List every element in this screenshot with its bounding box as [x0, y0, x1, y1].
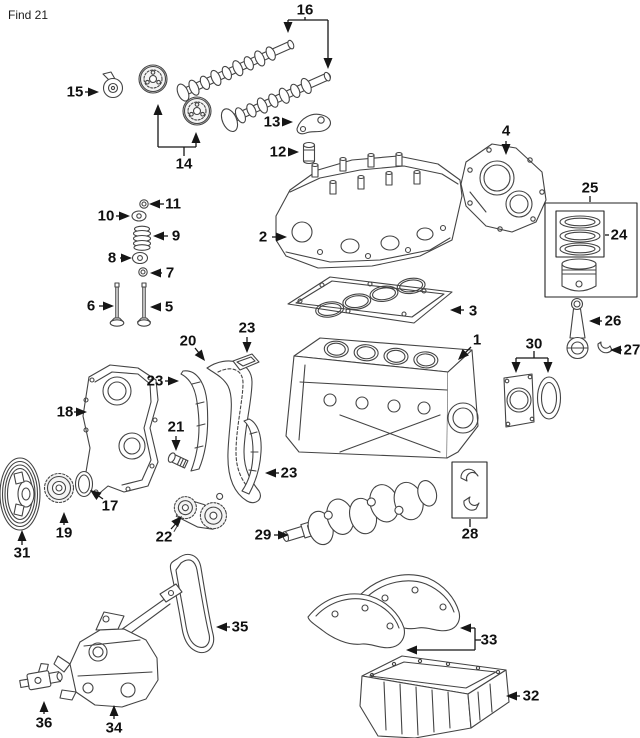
callout-rod-bearing[interactable]	[610, 342, 640, 359]
callout-drive-belt[interactable]	[216, 619, 248, 636]
leader-arrowhead	[589, 317, 600, 326]
callout-camshaft-gears[interactable]	[154, 104, 201, 173]
leader-arrowhead	[150, 269, 161, 278]
part-number-label[interactable]: 10	[97, 207, 115, 225]
part-number-label[interactable]: 12	[269, 143, 287, 161]
leader-arrowhead	[324, 58, 333, 69]
callout-crankshaft-pulley[interactable]	[14, 530, 31, 562]
leader-arrowhead	[121, 254, 132, 263]
callout-head-gasket[interactable]	[450, 303, 477, 320]
leader-arrowhead	[195, 350, 209, 364]
leader-arrowhead	[282, 118, 293, 127]
leader-arrowhead	[284, 22, 293, 33]
part-number-label[interactable]: 1	[472, 331, 482, 349]
part-number-label[interactable]: 24	[610, 226, 628, 244]
part-number-label[interactable]: 23	[238, 319, 256, 337]
callout-thrust-bearings[interactable]	[462, 519, 479, 543]
leader-arrowhead	[192, 132, 201, 143]
part-number-label[interactable]: 35	[231, 618, 249, 636]
leader-arrowhead	[544, 362, 553, 373]
leader-arrowhead	[40, 701, 49, 712]
leader-arrowhead	[119, 212, 130, 221]
callout-valve-spring[interactable]	[153, 228, 180, 245]
leader-arrowhead	[288, 148, 299, 157]
part-number-label[interactable]: 11	[165, 195, 181, 213]
callout-chain-guide-upper[interactable]	[239, 320, 256, 354]
callout-valve-keeper[interactable]	[149, 196, 181, 213]
part-number-label[interactable]: 22	[155, 528, 173, 546]
leader-arrowhead	[216, 623, 227, 632]
callout-spring-retainer[interactable]	[98, 208, 130, 225]
part-number-label[interactable]: 33	[480, 631, 498, 649]
callout-rocker-arm[interactable]	[264, 114, 293, 131]
leader-arrowhead	[610, 346, 621, 355]
callout-camshafts[interactable]	[284, 2, 333, 70]
leader-arrowhead	[502, 144, 511, 155]
part-number-label[interactable]: 19	[55, 524, 73, 542]
part-number-label[interactable]: 9	[171, 227, 181, 245]
leader-arrowhead	[512, 362, 521, 373]
leader-arrowhead	[103, 302, 114, 311]
leader-arrowhead	[278, 531, 289, 540]
leader-arrowhead	[172, 440, 181, 451]
part-number-label[interactable]: 36	[35, 714, 53, 732]
leader-arrowhead	[110, 705, 119, 716]
leader-arrowhead	[168, 377, 179, 386]
part-number-label[interactable]: 8	[107, 249, 117, 267]
leader-arrowhead	[171, 513, 185, 527]
callout-valve-stem-seal[interactable]	[150, 265, 174, 282]
part-number-label[interactable]: 25	[581, 179, 599, 197]
callout-exhaust-valve[interactable]	[87, 298, 114, 315]
part-number-label[interactable]: 18	[56, 403, 74, 421]
leader-arrowhead	[450, 306, 461, 315]
part-number-label[interactable]: 23	[146, 372, 164, 390]
callout-rear-main-seal[interactable]	[512, 336, 553, 374]
callout-oil-pump[interactable]	[106, 705, 123, 737]
part-number-label[interactable]: 7	[165, 264, 175, 282]
leader-arrowhead	[406, 646, 417, 655]
leader-arrowhead	[276, 233, 287, 242]
part-number-label[interactable]: 28	[461, 525, 479, 543]
leader-arrowhead	[460, 624, 471, 633]
callout-chain-guide-left[interactable]	[147, 373, 179, 390]
part-number-label[interactable]: 23	[280, 464, 298, 482]
leader-arrowhead	[154, 104, 163, 115]
leader-arrowhead	[149, 200, 160, 209]
callout-crankshaft[interactable]	[255, 527, 289, 544]
part-number-label[interactable]: 4	[501, 122, 511, 140]
part-number-label[interactable]: 29	[254, 526, 272, 544]
part-number-label[interactable]: 21	[167, 418, 185, 436]
part-number-label[interactable]: 27	[623, 341, 640, 359]
part-number-label[interactable]: 26	[604, 312, 622, 330]
part-number-label[interactable]: 3	[468, 302, 478, 320]
callout-crankshaft-sprocket[interactable]	[56, 512, 73, 542]
callout-front-crank-seal[interactable]	[87, 486, 118, 514]
leader-arrowhead	[150, 303, 161, 312]
part-number-label[interactable]: 13	[263, 113, 281, 131]
callout-oil-control-valve[interactable]	[36, 701, 53, 732]
leader-arrowhead	[76, 408, 87, 417]
leader-arrowhead	[60, 512, 69, 523]
leader-arrowhead	[88, 88, 99, 97]
callout-camshaft-actuator[interactable]	[67, 84, 99, 101]
callout-timing-chain[interactable]	[180, 333, 209, 364]
callout-spring-seat[interactable]	[108, 250, 132, 267]
part-number-label[interactable]: 15	[66, 83, 84, 101]
callout-piston-rings[interactable]	[605, 227, 628, 244]
callout-rear-timing-plate[interactable]	[502, 123, 511, 156]
callout-chain-tensioner-gears[interactable]	[156, 513, 186, 546]
leader-arrowhead	[18, 530, 27, 541]
callout-connecting-rod[interactable]	[589, 313, 621, 330]
leader-arrowhead	[243, 342, 252, 353]
callout-engine-block[interactable]	[455, 332, 481, 364]
callout-oil-pan[interactable]	[506, 688, 539, 705]
part-number-label[interactable]: 14	[175, 155, 193, 173]
leader-arrowhead	[153, 232, 164, 241]
callout-guide-bolt[interactable]	[168, 419, 185, 452]
part-number-label[interactable]: 17	[101, 497, 119, 515]
leader-arrowhead	[265, 469, 276, 478]
callout-valve-lifter[interactable]	[270, 144, 299, 161]
page-title: Find 21	[8, 8, 49, 22]
part-number-label[interactable]: 16	[296, 1, 314, 19]
part-number-label[interactable]: 2	[258, 228, 268, 246]
callout-intake-valve[interactable]	[150, 299, 173, 316]
callout-chain-guide-right[interactable]	[265, 465, 297, 482]
part-number-label[interactable]: 20	[179, 332, 197, 350]
part-number-label[interactable]: 30	[525, 335, 543, 353]
part-number-label[interactable]: 34	[105, 719, 123, 737]
leader-arrowhead	[506, 692, 517, 701]
callout-piston-kit[interactable]	[582, 180, 599, 203]
part-number-label[interactable]: 5	[164, 298, 174, 316]
part-number-label[interactable]: 31	[13, 544, 31, 562]
callout-timing-cover[interactable]	[57, 404, 87, 421]
part-number-label[interactable]: 6	[86, 297, 96, 315]
callout-baffle-plates[interactable]	[406, 624, 497, 655]
leader-arrowhead	[87, 486, 101, 500]
callout-cylinder-head[interactable]	[259, 229, 287, 246]
part-number-label[interactable]: 32	[522, 687, 540, 705]
